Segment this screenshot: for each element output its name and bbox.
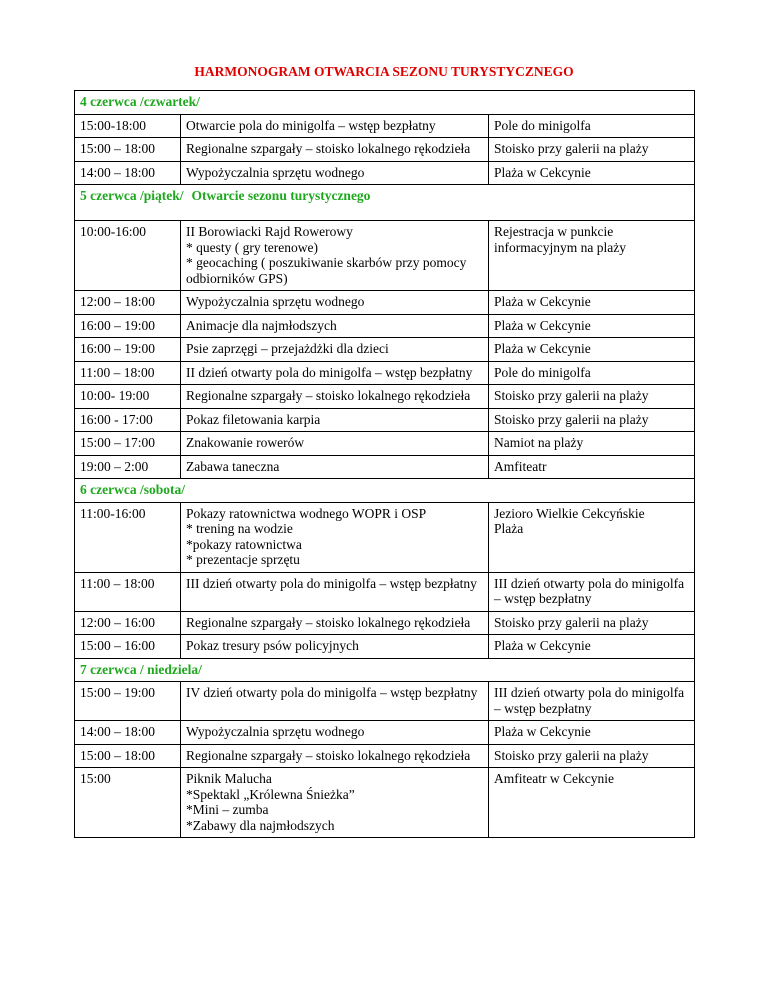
place-cell: Stoisko przy galerii na plaży: [489, 408, 695, 432]
place-cell: Rejestracja w punkcie informacyjnym na plaży: [489, 221, 695, 291]
event-cell: Regionalne szpargały – stoisko lokalnego rękodzieła: [181, 138, 489, 162]
event-cell: Regionalne szpargały – stoisko lokalnego rękodzieła: [181, 744, 489, 768]
day-header: [75, 185, 695, 221]
event-cell: Regionalne szpargały – stoisko lokalnego rękodzieła: [181, 385, 489, 409]
day-label: 5 czerwca /piątek/: [80, 188, 184, 203]
time-cell: 14:00 – 18:00: [75, 161, 181, 185]
time-cell: 12:00 – 18:00: [75, 291, 181, 315]
time-cell: 14:00 – 18:00: [75, 721, 181, 745]
time-cell: 16:00 – 19:00: [75, 338, 181, 362]
schedule-row: [75, 385, 695, 409]
schedule-row: [75, 291, 695, 315]
place-cell: Amfiteatr w Cekcynie: [489, 768, 695, 838]
place-cell: Stoisko przy galerii na plaży: [489, 138, 695, 162]
time-cell: 15:00 – 19:00: [75, 682, 181, 721]
document-title: HARMONOGRAM OTWARCIA SEZONU TURYSTYCZNEGO: [194, 64, 574, 79]
day-label: 4 czerwca /czwartek/: [80, 94, 200, 109]
place-cell: Plaża w Cekcynie: [489, 161, 695, 185]
event-cell: Animacje dla najmłodszych: [181, 314, 489, 338]
time-cell: 11:00 – 18:00: [75, 361, 181, 385]
place-cell: III dzień otwarty pola do minigolfa – wstęp bezpłatny: [489, 572, 695, 611]
time-cell: 15:00: [75, 768, 181, 838]
event-cell: II dzień otwarty pola do minigolfa – wstęp bezpłatny: [181, 361, 489, 385]
place-cell: Plaża w Cekcynie: [489, 314, 695, 338]
time-cell: 12:00 – 16:00: [75, 611, 181, 635]
time-cell: 15:00 – 18:00: [75, 744, 181, 768]
place-cell: Amfiteatr: [489, 455, 695, 479]
schedule-row: [75, 455, 695, 479]
day-header-row: [75, 91, 695, 115]
event-cell: Psie zaprzęgi – przejażdżki dla dzieci: [181, 338, 489, 362]
schedule-row: [75, 572, 695, 611]
day-header-row: [75, 658, 695, 682]
event-cell: Wypożyczalnia sprzętu wodnego: [181, 161, 489, 185]
day-subtitle: Otwarcie sezonu turystycznego: [191, 188, 371, 203]
schedule-row: [75, 408, 695, 432]
time-cell: 15:00-18:00: [75, 114, 181, 138]
time-cell: 10:00- 19:00: [75, 385, 181, 409]
time-cell: 15:00 – 18:00: [75, 138, 181, 162]
event-cell: Znakowanie rowerów: [181, 432, 489, 456]
event-cell: Wypożyczalnia sprzętu wodnego: [181, 291, 489, 315]
day-header-row: [75, 185, 695, 221]
schedule-row: [75, 768, 695, 838]
schedule-row: [75, 611, 695, 635]
time-cell: 16:00 – 19:00: [75, 314, 181, 338]
schedule-row: [75, 682, 695, 721]
day-header: [75, 658, 695, 682]
time-cell: 11:00 – 18:00: [75, 572, 181, 611]
schedule-row: [75, 221, 695, 291]
place-cell: Stoisko przy galerii na plaży: [489, 611, 695, 635]
time-cell: 15:00 – 16:00: [75, 635, 181, 659]
event-cell: Otwarcie pola do minigolfa – wstęp bezpłatny: [181, 114, 489, 138]
event-cell: III dzień otwarty pola do minigolfa – wstęp bezpłatny: [181, 572, 489, 611]
place-cell: Stoisko przy galerii na plaży: [489, 744, 695, 768]
place-cell: Plaża w Cekcynie: [489, 338, 695, 362]
time-cell: 16:00 - 17:00: [75, 408, 181, 432]
day-label: 6 czerwca /sobota/: [80, 482, 185, 497]
place-cell: Pole do minigolfa: [489, 361, 695, 385]
event-cell: Pokaz filetowania karpia: [181, 408, 489, 432]
schedule-row: [75, 161, 695, 185]
schedule-row: [75, 138, 695, 162]
day-header: [75, 91, 695, 115]
event-cell: IV dzień otwarty pola do minigolfa – wstęp bezpłatny: [181, 682, 489, 721]
schedule-row: [75, 361, 695, 385]
place-cell: Plaża w Cekcynie: [489, 635, 695, 659]
event-cell: Pokaz tresury psów policyjnych: [181, 635, 489, 659]
place-cell: Plaża w Cekcynie: [489, 721, 695, 745]
schedule-row: [75, 432, 695, 456]
event-cell: Piknik Malucha *Spektakl „Królewna Śnieżka” *Mini – zumba *Zabawy dla najmłodszych: [181, 768, 489, 838]
schedule-row: [75, 114, 695, 138]
time-cell: 10:00-16:00: [75, 221, 181, 291]
time-cell: 11:00-16:00: [75, 502, 181, 572]
schedule-row: [75, 635, 695, 659]
schedule-row: [75, 338, 695, 362]
place-cell: Pole do minigolfa: [489, 114, 695, 138]
time-cell: 19:00 – 2:00: [75, 455, 181, 479]
schedule-body: [75, 91, 695, 838]
day-label: 7 czerwca / niedziela/: [80, 661, 202, 677]
place-cell: III dzień otwarty pola do minigolfa – wstęp bezpłatny: [489, 682, 695, 721]
schedule-table: [74, 90, 695, 838]
event-cell: Regionalne szpargały – stoisko lokalnego rękodzieła: [181, 611, 489, 635]
place-cell: Jezioro Wielkie Cekcyńskie Plaża: [489, 502, 695, 572]
time-cell: 15:00 – 17:00: [75, 432, 181, 456]
place-cell: Stoisko przy galerii na plaży: [489, 385, 695, 409]
schedule-row: [75, 744, 695, 768]
day-header-row: [75, 479, 695, 503]
event-cell: II Borowiacki Rajd Rowerowy * questy ( gry terenowe) * geocaching ( poszukiwanie skarbów przy pomocy odbiorników GPS): [181, 221, 489, 291]
schedule-row: [75, 721, 695, 745]
event-cell: Wypożyczalnia sprzętu wodnego: [181, 721, 489, 745]
schedule-row: [75, 314, 695, 338]
event-cell: Zabawa taneczna: [181, 455, 489, 479]
day-header: [75, 479, 695, 503]
place-cell: Plaża w Cekcynie: [489, 291, 695, 315]
place-cell: Namiot na plaży: [489, 432, 695, 456]
schedule-row: [75, 502, 695, 572]
event-cell: Pokazy ratownictwa wodnego WOPR i OSP * trening na wodzie *pokazy ratownictwa * prezentacje sprzętu: [181, 502, 489, 572]
